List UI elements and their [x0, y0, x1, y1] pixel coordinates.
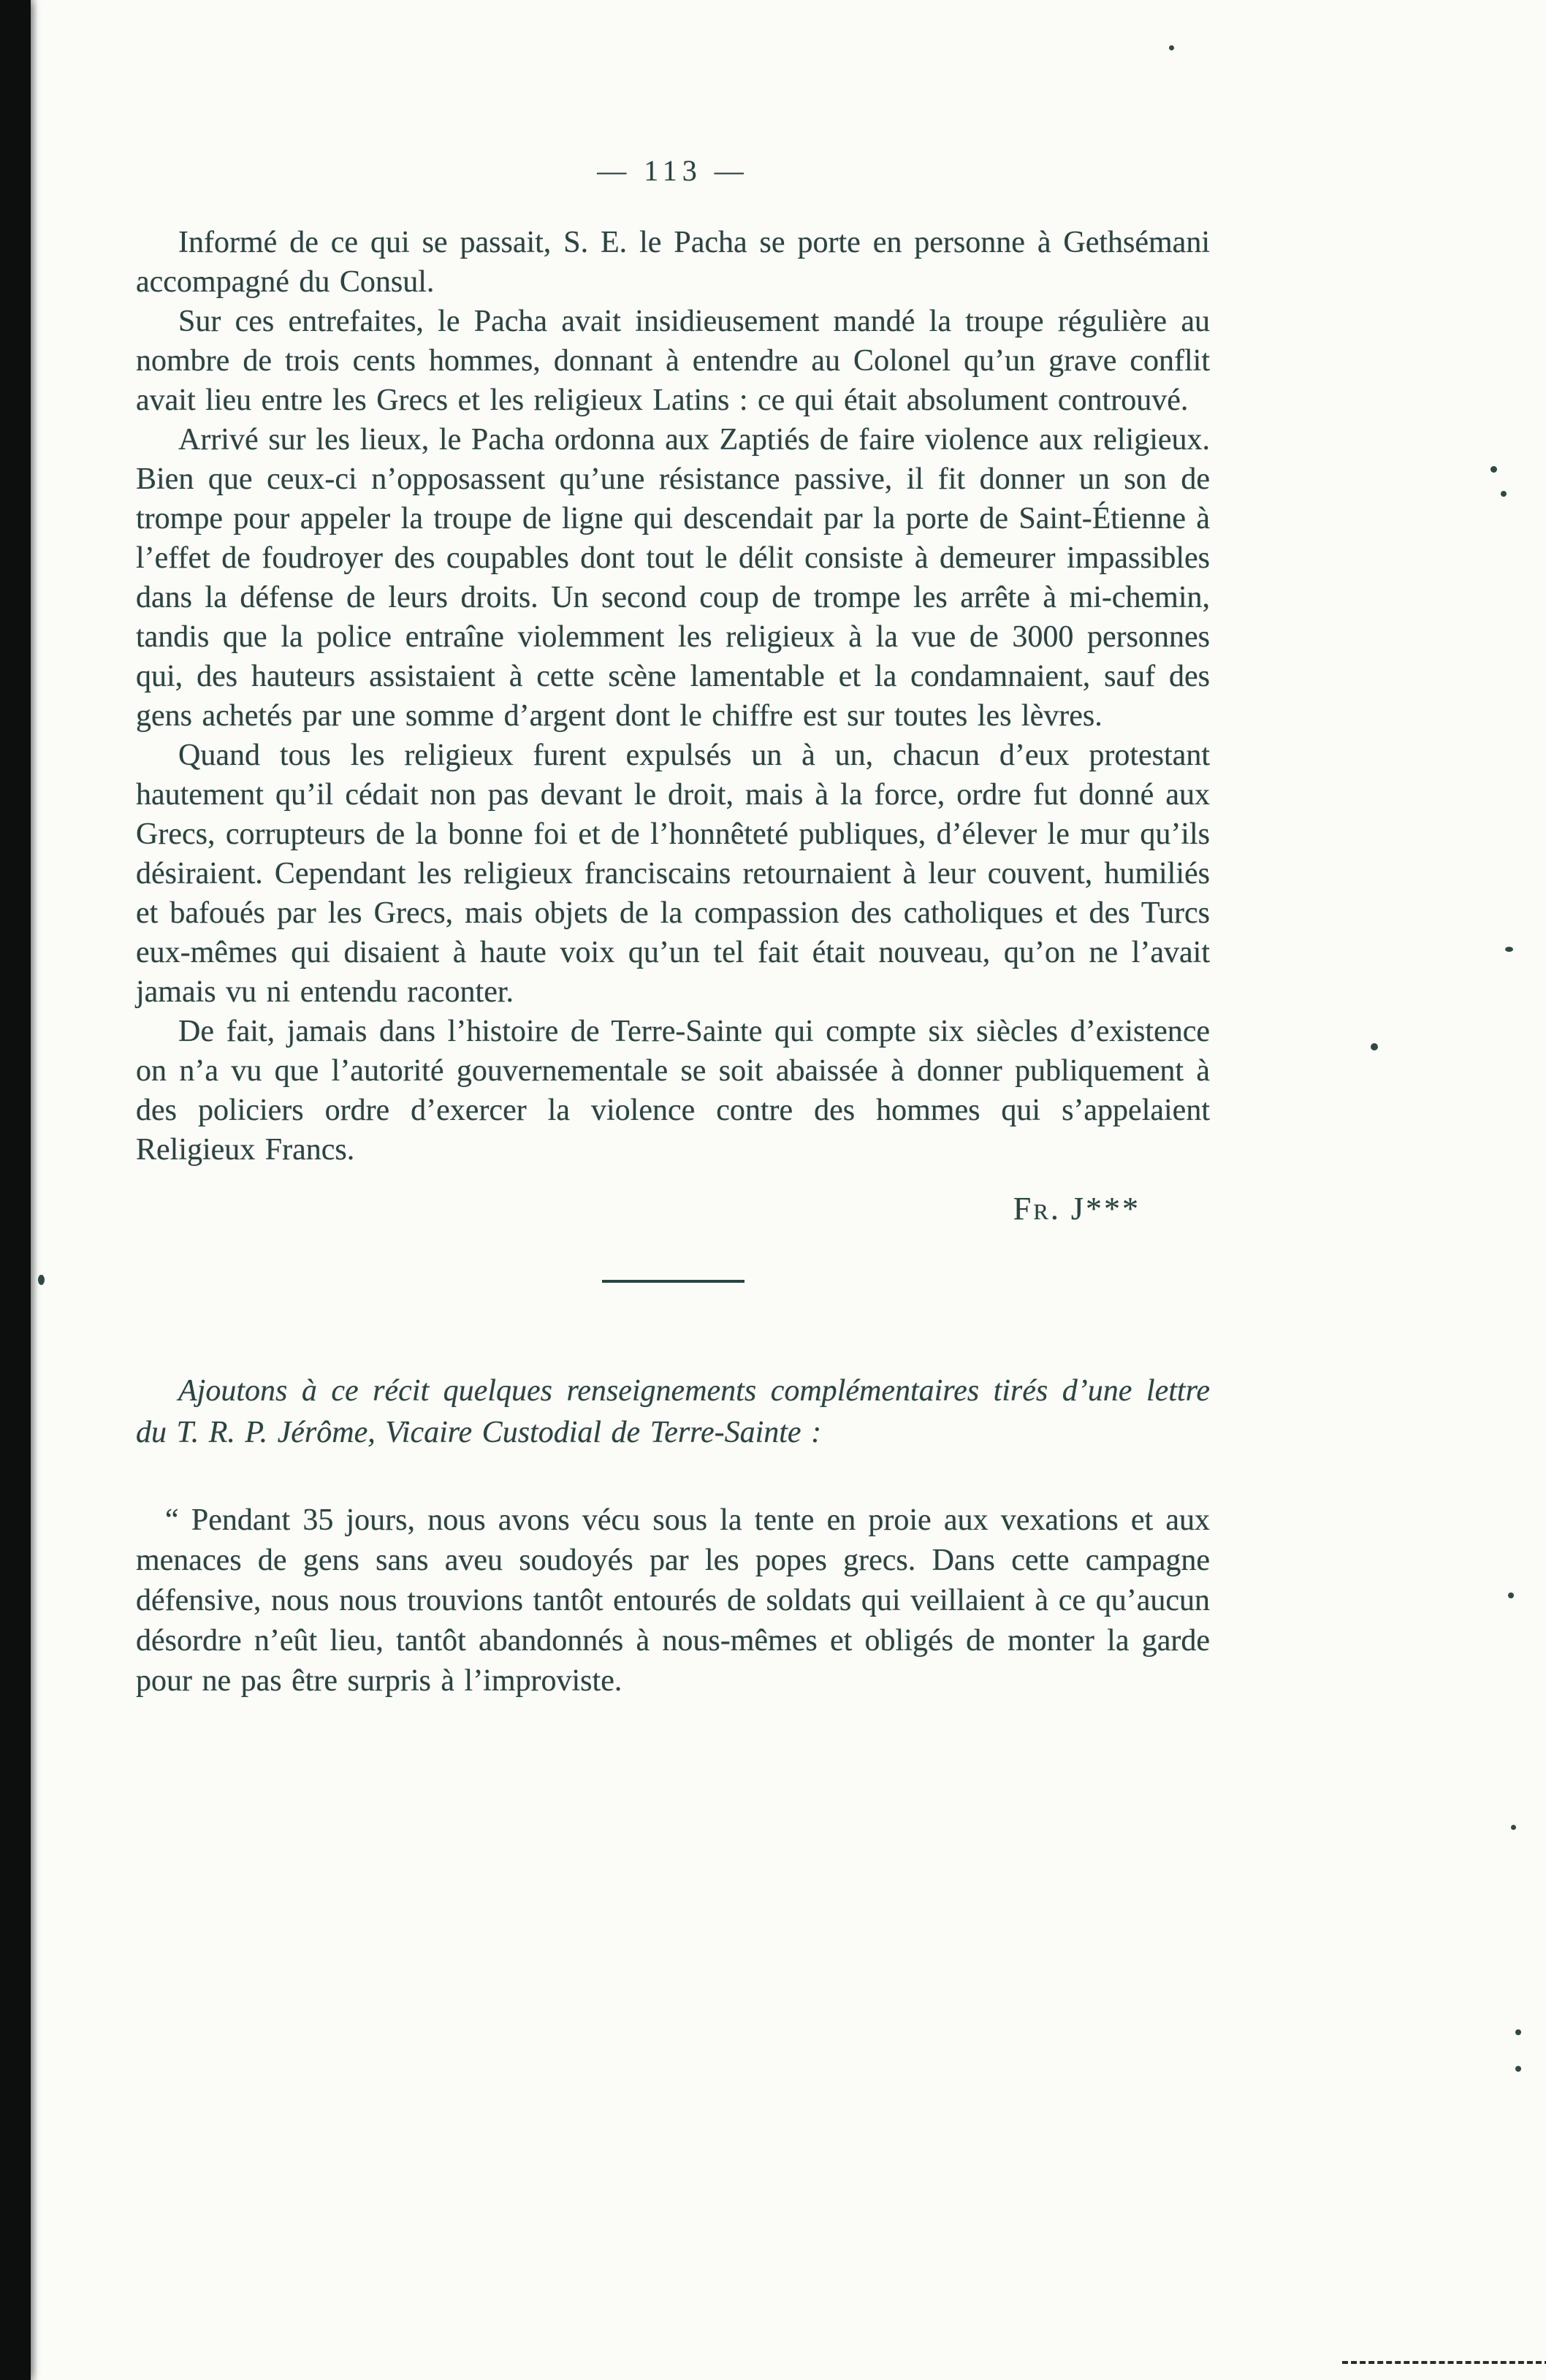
scan-speck	[1515, 2029, 1521, 2035]
scan-speck	[1371, 1043, 1378, 1050]
paragraph: Quand tous les religieux furent expulsés un à un, chacun d’eux protestant hautement qu’il cédait non pas devant le droit, mais à la force, ordre fut donné aux Grecs, corrupteurs de la bonne foi et de l’honnêteté publiques, d’élever le mur qu’ils désiraient. Cependant les religieux franciscains retournaient à leur couvent, humiliés et bafoués par les Grecs, mais objets de la compassion des catholiques et des Turcs eux-mêmes qui disaient à haute voix qu’un tel fait était nouveau, qu’on ne l’avait jamais vu ni entendu raconter.	[136, 739, 1210, 1009]
section-divider	[602, 1280, 745, 1283]
scan-speck	[1501, 491, 1507, 497]
scan-speck	[1169, 45, 1174, 50]
scan-speck	[1505, 947, 1513, 952]
scan-dashed-artifact	[1342, 2361, 1546, 2364]
paragraph: Sur ces entrefaites, le Pacha avait insidieusement mandé la troupe régulière au nombre de trois cents hommes, donnant à entendre au Colonel qu’un grave conflit avait lieu entre les Grecs et les religieux Latins : ce qui était absolument controuvé.	[136, 305, 1210, 417]
scan-speck	[1515, 2066, 1521, 2072]
page-number: — 113 —	[597, 154, 749, 187]
scan-speck	[1490, 466, 1497, 473]
paragraph: Informé de ce qui se passait, S. E. le Pacha se porte en personne à Gethsémani accompagné du Consul.	[136, 226, 1210, 299]
letter-quote: “ Pendant 35 jours, nous avons vécu sous la tente en proie aux vexations et aux menaces de gens sans aveu soudoyés par les popes grecs. Dans cette campagne défensive, nous nous trouvions tantôt entourés de soldats qui veillaient à ce qu’aucun désordre n’eût lieu, tantôt abandonnés à nous-mêmes et obligés de monter la garde pour ne pas être surpris à l’improviste.	[136, 1503, 1210, 1698]
paragraph: De fait, jamais dans l’histoire de Terre-Sainte qui compte six siècles d’existence on n’a vu que l’autorité gouvernementale se soit abaissée à donner publiquement à des policiers ordre d’exercer la violence contre des hommes qui s’appelaient Religieux Francs.	[136, 1015, 1210, 1167]
page-content	[136, 153, 1210, 1701]
scan-binding-edge	[0, 0, 31, 2380]
scan-speck	[1511, 1825, 1516, 1830]
paragraph: Arrivé sur les lieux, le Pacha ordonna aux Zaptiés de faire violence aux religieux. Bien que ceux-ci n’opposassent qu’une résistance passive, il fit donner un son de trompe pour appeler la troupe de ligne qui descendait par la porte de Saint-Étienne à l’effet de foudroyer des coupables dont tout le délit consiste à demeurer impassibles dans la défense de leurs droits. Un second coup de trompe les arrête à mi-chemin, tandis que la police entraîne violemment les religieux à la vue de 3000 personnes qui, des hauteurs assistaient à cette scène lamentable et la condamnaient, sauf des gens achetés par une somme d’argent dont le chiffre est sur toutes les lèvres.	[136, 423, 1210, 733]
signature: Fr. J***	[1013, 1191, 1141, 1227]
editorial-note: Ajoutons à ce récit quelques renseignements complémentaires tirés d’une lettre du T. R. P. Jérôme, Vicaire Custodial de Terre-Sainte :	[136, 1374, 1210, 1449]
scan-speck	[38, 1275, 45, 1285]
scan-speck	[1508, 1593, 1514, 1598]
